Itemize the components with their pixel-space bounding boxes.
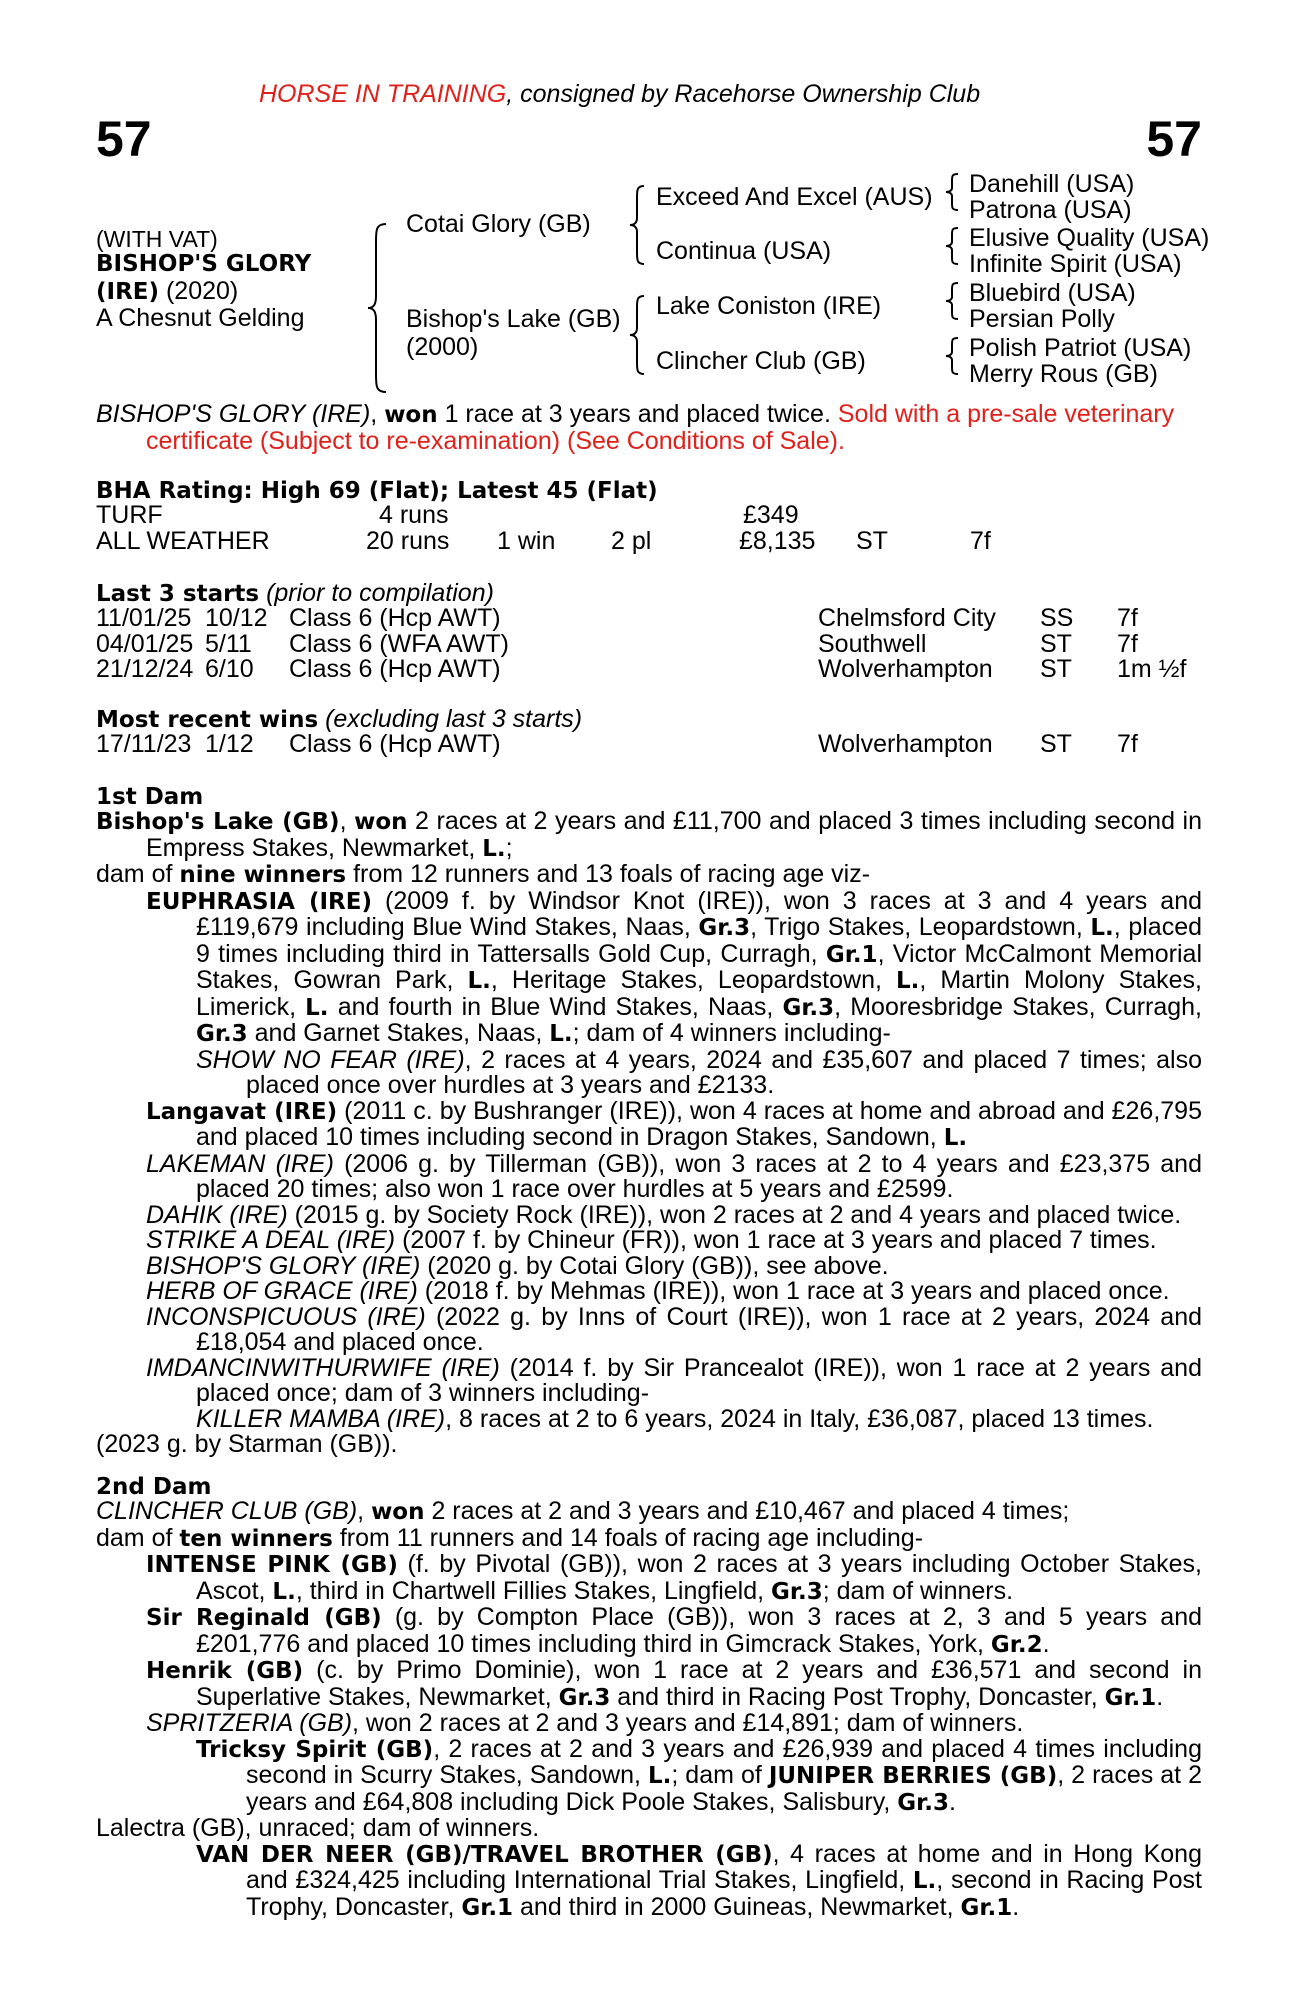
group2-marker: Gr.2 bbox=[990, 1631, 1043, 1658]
produce-imdancinwithurwife bbox=[146, 1353, 1202, 1407]
horse-name-suffix bbox=[96, 279, 238, 306]
first-dam-record: Bishop's Lake (GB), won 2 races at 2 years and £11,700 and placed 3 times including second in Empress Stakes, Newmarket, L.; bbox=[96, 807, 1202, 862]
race-cls: Class 6 (WFA AWT) bbox=[289, 629, 509, 658]
show-no-fear-name: SHOW NO FEAR (IRE) bbox=[196, 1045, 465, 1074]
listed-marker: L. bbox=[896, 968, 920, 994]
vat-label: (WITH VAT) bbox=[96, 226, 218, 252]
dam-of-c: from 12 runners and 13 foals of racing age viz- bbox=[346, 860, 871, 888]
race-going: ST bbox=[1040, 629, 1072, 658]
inconspicuous-name: INCONSPICUOUS (IRE) bbox=[146, 1302, 426, 1331]
dd-sire: Polish Patriot (USA) bbox=[969, 334, 1192, 362]
henrik-text-2: and third in Racing Post Trophy, Doncaster, bbox=[610, 1682, 1105, 1711]
second-dam-record: CLINCHER CLUB (GB), won 2 races at 2 and 3 years and £10,467 and placed 4 times; bbox=[96, 1497, 1070, 1525]
race-date: 11/01/25 bbox=[96, 604, 192, 632]
tricksy-spirit-text-2: ; dam of bbox=[671, 1761, 769, 1789]
dam-dam: Clincher Club (GB) bbox=[656, 347, 866, 375]
race-cls: Class 6 (Hcp AWT) bbox=[289, 604, 501, 632]
first-dam-tail: ; bbox=[505, 833, 513, 862]
listed-marker: L. bbox=[1090, 915, 1114, 941]
first-dam-name: Bishop's Lake (GB) bbox=[96, 809, 340, 835]
inconspicuous-text: (2022 g. by Inns of Court (IRE)), won 1 race at 2 years, 2024 and £18,054 and placed once. bbox=[196, 1302, 1203, 1356]
listed-marker: L. bbox=[647, 1763, 672, 1789]
produce-show-no-fear bbox=[196, 1045, 1202, 1099]
killer-mamba-text: , 8 races at 2 to 6 years, 2024 in Italy, £36,087, placed 13 times. bbox=[445, 1404, 1154, 1433]
euphrasia-text-4: , Victor McCalmont Memorial Stakes, Gowran Park, bbox=[196, 939, 1203, 994]
page-header bbox=[259, 82, 980, 108]
second-dam-section bbox=[96, 1499, 1202, 1921]
langavat-name: Langavat (IRE) bbox=[146, 1098, 338, 1125]
race-dist: 7f bbox=[1117, 730, 1138, 758]
euphrasia-text-10: ; dam of 4 winners including- bbox=[572, 1019, 891, 1047]
race-going: ST bbox=[1040, 655, 1072, 683]
tricksy-spirit-text-1: , 2 races at 2 and 3 years and £26,939 and placed 4 times including second in Scurry Stakes, Sandown, bbox=[246, 1734, 1202, 1789]
lot-number-left: 57 bbox=[96, 111, 152, 167]
sire-sire: Exceed And Excel (AUS) bbox=[656, 183, 933, 211]
aw-runs: 20 runs bbox=[366, 527, 450, 555]
dam-of-a: dam of bbox=[96, 860, 180, 888]
first-dam-heading: 1st Dam bbox=[96, 784, 204, 810]
pedigree-brace-dam bbox=[628, 294, 646, 376]
sir-reginald-text: (g. by Compton Place (GB)), won 3 races at 2, 3 and 5 years and £201,776 and placed 10 times including third in Gimcrack Stakes, York, bbox=[196, 1603, 1202, 1658]
lakeman-name: LAKEMAN (IRE) bbox=[146, 1149, 334, 1178]
euphrasia-text-3: , placed 9 times including third in Tattersalls Gold Cup, Curragh, bbox=[196, 913, 1203, 968]
listed-marker: L. bbox=[549, 1021, 573, 1047]
second-dam-text: 2 races at 2 and 3 years and £10,467 and placed 4 times; bbox=[424, 1497, 1070, 1525]
race-pos: 6/10 bbox=[205, 655, 254, 683]
imdancinwithurwife-text: (2014 f. by Sir Prancealot (IRE)), won 1 race at 2 years and placed once; dam of 3 winners including- bbox=[196, 1353, 1202, 1407]
intense-pink-text-1: (f. by Pivotal (GB)), won 2 races at 3 years including October Stakes, Ascot, bbox=[196, 1550, 1203, 1605]
intense-pink-text-2: , third in Chartwell Fillies Stakes, Lingfield, bbox=[295, 1576, 772, 1605]
race-course: Wolverhampton bbox=[818, 730, 993, 758]
sire-dam: Continua (USA) bbox=[656, 237, 832, 265]
henrik-tail: . bbox=[1156, 1682, 1164, 1711]
henrik-text-1: (c. by Primo Dominie), won 1 race at 2 years and £36,571 and second in Superlative Stakes, Newmarket, bbox=[196, 1656, 1202, 1711]
group1-marker: Gr.1 bbox=[461, 1894, 514, 1921]
aw-going: ST bbox=[856, 527, 888, 555]
sir-reginald-tail: . bbox=[1042, 1629, 1050, 1658]
race-date: 21/12/24 bbox=[96, 655, 194, 683]
race-dist: 7f bbox=[1117, 604, 1138, 632]
race-dist: 7f bbox=[1117, 629, 1138, 658]
produce-sir-reginald bbox=[146, 1605, 1202, 1658]
ds-sire: Bluebird (USA) bbox=[969, 279, 1136, 307]
tricksy-spirit-name: Tricksy Spirit (GB) bbox=[196, 1736, 434, 1763]
second-dam-produce-summary bbox=[96, 1523, 1202, 1553]
produce-langavat bbox=[146, 1096, 1202, 1152]
bishops-glory-name: BISHOP'S GLORY (IRE) bbox=[146, 1251, 421, 1280]
euphrasia-name: EUPHRASIA (IRE) bbox=[146, 888, 372, 915]
race-course: Chelmsford City bbox=[818, 604, 996, 632]
produce-van-der-neer bbox=[196, 1839, 1202, 1922]
ds-dam: Persian Polly bbox=[969, 305, 1115, 333]
race-course: Wolverhampton bbox=[818, 655, 993, 683]
summary-won: won bbox=[384, 402, 438, 428]
show-no-fear-text: , 2 races at 4 years, 2024 and £35,607 and placed 7 times; also placed once over hurdles at 3 years and £2133. bbox=[246, 1045, 1202, 1099]
ss-dam: Patrona (USA) bbox=[969, 196, 1132, 224]
pedigree-brace-dd bbox=[944, 336, 960, 376]
race-pos: 5/11 bbox=[205, 629, 252, 658]
horse-name: BISHOP'S GLORY bbox=[96, 251, 312, 277]
produce-intense-pink bbox=[146, 1552, 1202, 1605]
aw-placed: 2 pl bbox=[611, 527, 652, 555]
race-cls: Class 6 (Hcp AWT) bbox=[289, 730, 501, 758]
race-going: SS bbox=[1040, 604, 1074, 632]
aw-wins: 1 win bbox=[497, 527, 556, 555]
van-der-neer-text-3: and third in 2000 Guineas, Newmarket, bbox=[513, 1892, 961, 1921]
horse-description: A Chesnut Gelding bbox=[96, 304, 305, 332]
recent-wins-title: Most recent wins bbox=[96, 707, 319, 733]
pedigree-brace-sd bbox=[944, 226, 960, 266]
horse-origin: (IRE) bbox=[96, 279, 160, 305]
tricksy-spirit-text-3: , 2 races at 2 years and £64,808 including Dick Poole Stakes, Salisbury, bbox=[246, 1761, 1203, 1816]
aw-prize: £8,135 bbox=[739, 527, 816, 555]
dahik-name: DAHIK (IRE) bbox=[146, 1200, 288, 1229]
strike-a-deal-text: (2007 f. by Chineur (FR)), won 1 race at 3 years and placed 7 times. bbox=[395, 1226, 1157, 1254]
van-der-neer-text-1: , 4 races at home and in Hong Kong and £324,425 including International Trial Stakes, Lingfield, bbox=[246, 1839, 1202, 1894]
intense-pink-text-3: ; dam of winners. bbox=[822, 1576, 1014, 1605]
sir-reginald-name: Sir Reginald (GB) bbox=[146, 1605, 382, 1631]
listed-marker: L. bbox=[305, 994, 329, 1021]
euphrasia-text-8: , Mooresbridge Stakes, Curragh, bbox=[834, 992, 1202, 1021]
bha-rating-heading: BHA Rating: High 69 (Flat); Latest 45 (Flat) bbox=[96, 478, 658, 504]
listed-marker: L. bbox=[482, 835, 506, 862]
bishops-glory-text: (2020 g. by Cotai Glory (GB)), see above. bbox=[420, 1251, 889, 1280]
produce-dahik bbox=[146, 1200, 1202, 1229]
race-date: 04/01/25 bbox=[96, 629, 194, 658]
race-date: 17/11/23 bbox=[96, 730, 192, 758]
dam-sire: Lake Coniston (IRE) bbox=[656, 292, 882, 320]
header-consignor: , consigned by Racehorse Ownership Club bbox=[506, 80, 981, 108]
ss-sire: Danehill (USA) bbox=[969, 170, 1135, 198]
euphrasia-text-6: , Martin Molony Stakes, Limerick, bbox=[196, 966, 1202, 1021]
produce-spritzeria bbox=[146, 1711, 1202, 1737]
herb-of-grace-text: (2018 f. by Mehmas (IRE)), won 1 race at 3 years and placed once. bbox=[417, 1277, 1170, 1305]
group3-marker: Gr.3 bbox=[698, 915, 751, 941]
produce-lakeman bbox=[146, 1149, 1202, 1203]
produce-bishops-glory bbox=[146, 1251, 1202, 1280]
produce-tricksy-spirit bbox=[196, 1734, 1203, 1817]
summary-text: 1 race at 3 years and placed twice. bbox=[437, 400, 838, 428]
pedigree-brace-main bbox=[366, 222, 390, 394]
summary-horse-name: BISHOP'S GLORY (IRE) bbox=[96, 400, 371, 428]
herb-of-grace-name: HERB OF GRACE (IRE) bbox=[146, 1277, 418, 1305]
euphrasia-text-5: , Heritage Stakes, Leopardstown, bbox=[490, 966, 896, 994]
race-dist: 1m ½f bbox=[1117, 655, 1187, 683]
spritzeria-text: , won 2 races at 2 and 3 years and £14,891; dam of winners. bbox=[352, 1709, 1024, 1737]
pedigree-brace-sire bbox=[628, 184, 646, 266]
imdancinwithurwife-name: IMDANCINWITHURWIFE (IRE) bbox=[146, 1353, 500, 1382]
sire-name: Cotai Glory (GB) bbox=[406, 210, 591, 238]
produce-lalectra: Lalectra (GB), unraced; dam of winners. bbox=[96, 1814, 540, 1842]
euphrasia-text-1: (2009 f. by Windsor Knot (IRE)), won 3 races at 3 and 4 years and £119,679 including Blue Wind Stakes, Naas, bbox=[196, 886, 1203, 941]
first-dam-produce-summary bbox=[96, 862, 1202, 889]
group3-marker: Gr.3 bbox=[782, 994, 835, 1021]
group1-marker: Gr.1 bbox=[1104, 1684, 1157, 1711]
header-status: HORSE IN TRAINING bbox=[259, 80, 507, 108]
van-der-neer-text-2: , second in Racing Post Trophy, Doncaster, bbox=[246, 1866, 1202, 1921]
euphrasia-text-2: , Trigo Stakes, Leopardstown, bbox=[750, 913, 1091, 941]
first-dam-text: 2 races at 2 years and £11,700 and placed 3 times including second in Empress Stakes, Newmarket, bbox=[146, 807, 1202, 862]
langavat-text: (2011 c. by Bushranger (IRE)), won 4 races at home and abroad and £26,795 and placed 10 times including second in Dragon Stakes, Sandown, bbox=[196, 1096, 1202, 1151]
produce-euphrasia bbox=[146, 886, 1203, 1048]
tricksy-spirit-tail: . bbox=[948, 1787, 956, 1816]
strike-a-deal-name: STRIKE A DEAL (IRE) bbox=[146, 1226, 396, 1254]
sd-sire: Elusive Quality (USA) bbox=[969, 224, 1210, 252]
euphrasia-text-7: and fourth in Blue Wind Stakes, Naas, bbox=[328, 992, 783, 1021]
pedigree-brace-ss bbox=[944, 172, 960, 212]
produce-inconspicuous bbox=[146, 1302, 1203, 1356]
listed-marker: L. bbox=[467, 968, 491, 994]
group1-marker: Gr.1 bbox=[825, 941, 878, 968]
intense-pink-name: INTENSE PINK (GB) bbox=[146, 1552, 398, 1578]
pedigree-brace-ds bbox=[944, 281, 960, 321]
dam2-of-winners: ten winners bbox=[179, 1525, 333, 1552]
dam-name: Bishop's Lake (GB) bbox=[406, 305, 621, 333]
group1-marker: Gr.1 bbox=[960, 1894, 1013, 1921]
produce-starman: (2023 g. by Starman (GB)). bbox=[96, 1430, 398, 1458]
van-der-neer-tail: . bbox=[1012, 1892, 1020, 1921]
henrik-name: Henrik (GB) bbox=[146, 1658, 304, 1684]
euphrasia-text-9: and Garnet Stakes, Naas, bbox=[247, 1019, 550, 1047]
lakeman-text: (2006 g. by Tillerman (GB)), won 3 races at 2 to 4 years and £23,375 and placed 20 times; also won 1 race over hurdles at 5 years and £2599. bbox=[196, 1149, 1202, 1203]
group3-marker: Gr.3 bbox=[771, 1578, 823, 1605]
killer-mamba-name: KILLER MAMBA (IRE) bbox=[196, 1404, 446, 1433]
group3-marker: Gr.3 bbox=[897, 1789, 949, 1816]
horse-summary: BISHOP'S GLORY (IRE), won 1 race at 3 years and placed twice. Sold with a pre-sale veterinary certificate (Subject to re-examination) (See Conditions of Sale). bbox=[96, 400, 1175, 455]
lot-number-right: 57 bbox=[1146, 111, 1202, 167]
juniper-berries-name: JUNIPER BERRIES (GB) bbox=[768, 1763, 1058, 1789]
dam-year: (2000) bbox=[406, 333, 479, 361]
group3-marker: Gr.3 bbox=[558, 1684, 611, 1711]
second-dam-heading: 2nd Dam bbox=[96, 1474, 212, 1500]
aw-surface: ALL WEATHER bbox=[96, 527, 270, 555]
dam2-of-a: dam of bbox=[96, 1523, 180, 1552]
last-starts-title: Last 3 starts bbox=[96, 581, 260, 607]
produce-killer-mamba bbox=[196, 1404, 1202, 1433]
listed-marker: L. bbox=[943, 1125, 968, 1151]
produce-strike-a-deal bbox=[146, 1228, 1202, 1254]
horse-year: (2020) bbox=[159, 277, 239, 305]
aw-distance: 7f bbox=[970, 527, 991, 555]
second-dam-won: won bbox=[371, 1499, 425, 1525]
spritzeria-name: SPRITZERIA (GB) bbox=[146, 1709, 353, 1737]
first-dam-won: won bbox=[354, 809, 408, 835]
dam2-of-c: from 11 runners and 14 foals of racing age including- bbox=[332, 1523, 924, 1552]
dd-dam: Merry Rous (GB) bbox=[969, 360, 1158, 388]
race-pos: 1/12 bbox=[205, 730, 254, 758]
listed-marker: L. bbox=[912, 1868, 937, 1894]
sd-dam: Infinite Spirit (USA) bbox=[969, 250, 1182, 278]
race-course: Southwell bbox=[818, 629, 927, 658]
last-starts-sub: (prior to compilation) bbox=[259, 579, 494, 607]
race-pos: 10/12 bbox=[205, 604, 268, 632]
recent-wins-sub: (excluding last 3 starts) bbox=[318, 705, 583, 733]
turf-runs: 4 runs bbox=[379, 501, 449, 529]
listed-marker: L. bbox=[272, 1578, 296, 1605]
produce-henrik bbox=[146, 1658, 1202, 1711]
van-der-neer-name: VAN DER NEER (GB)/TRAVEL BROTHER (GB) bbox=[196, 1841, 773, 1868]
group3-marker: Gr.3 bbox=[196, 1021, 248, 1047]
dahik-text: (2015 g. by Society Rock (IRE)), won 2 races at 2 and 4 years and placed twice. bbox=[287, 1200, 1182, 1229]
turf-prize: £349 bbox=[743, 501, 799, 529]
first-dam-section bbox=[96, 809, 1202, 1458]
vet-certificate-note: Sold with a pre-sale veterinary certificate (Subject to re-examination) (See Conditions of Sale). bbox=[146, 400, 1175, 455]
produce-herb-of-grace bbox=[146, 1279, 1202, 1305]
race-going: ST bbox=[1040, 730, 1072, 758]
dam-of-winners: nine winners bbox=[179, 862, 347, 888]
race-cls: Class 6 (Hcp AWT) bbox=[289, 655, 501, 683]
second-dam-name: CLINCHER CLUB (GB) bbox=[96, 1497, 358, 1525]
turf-surface: TURF bbox=[96, 501, 163, 529]
